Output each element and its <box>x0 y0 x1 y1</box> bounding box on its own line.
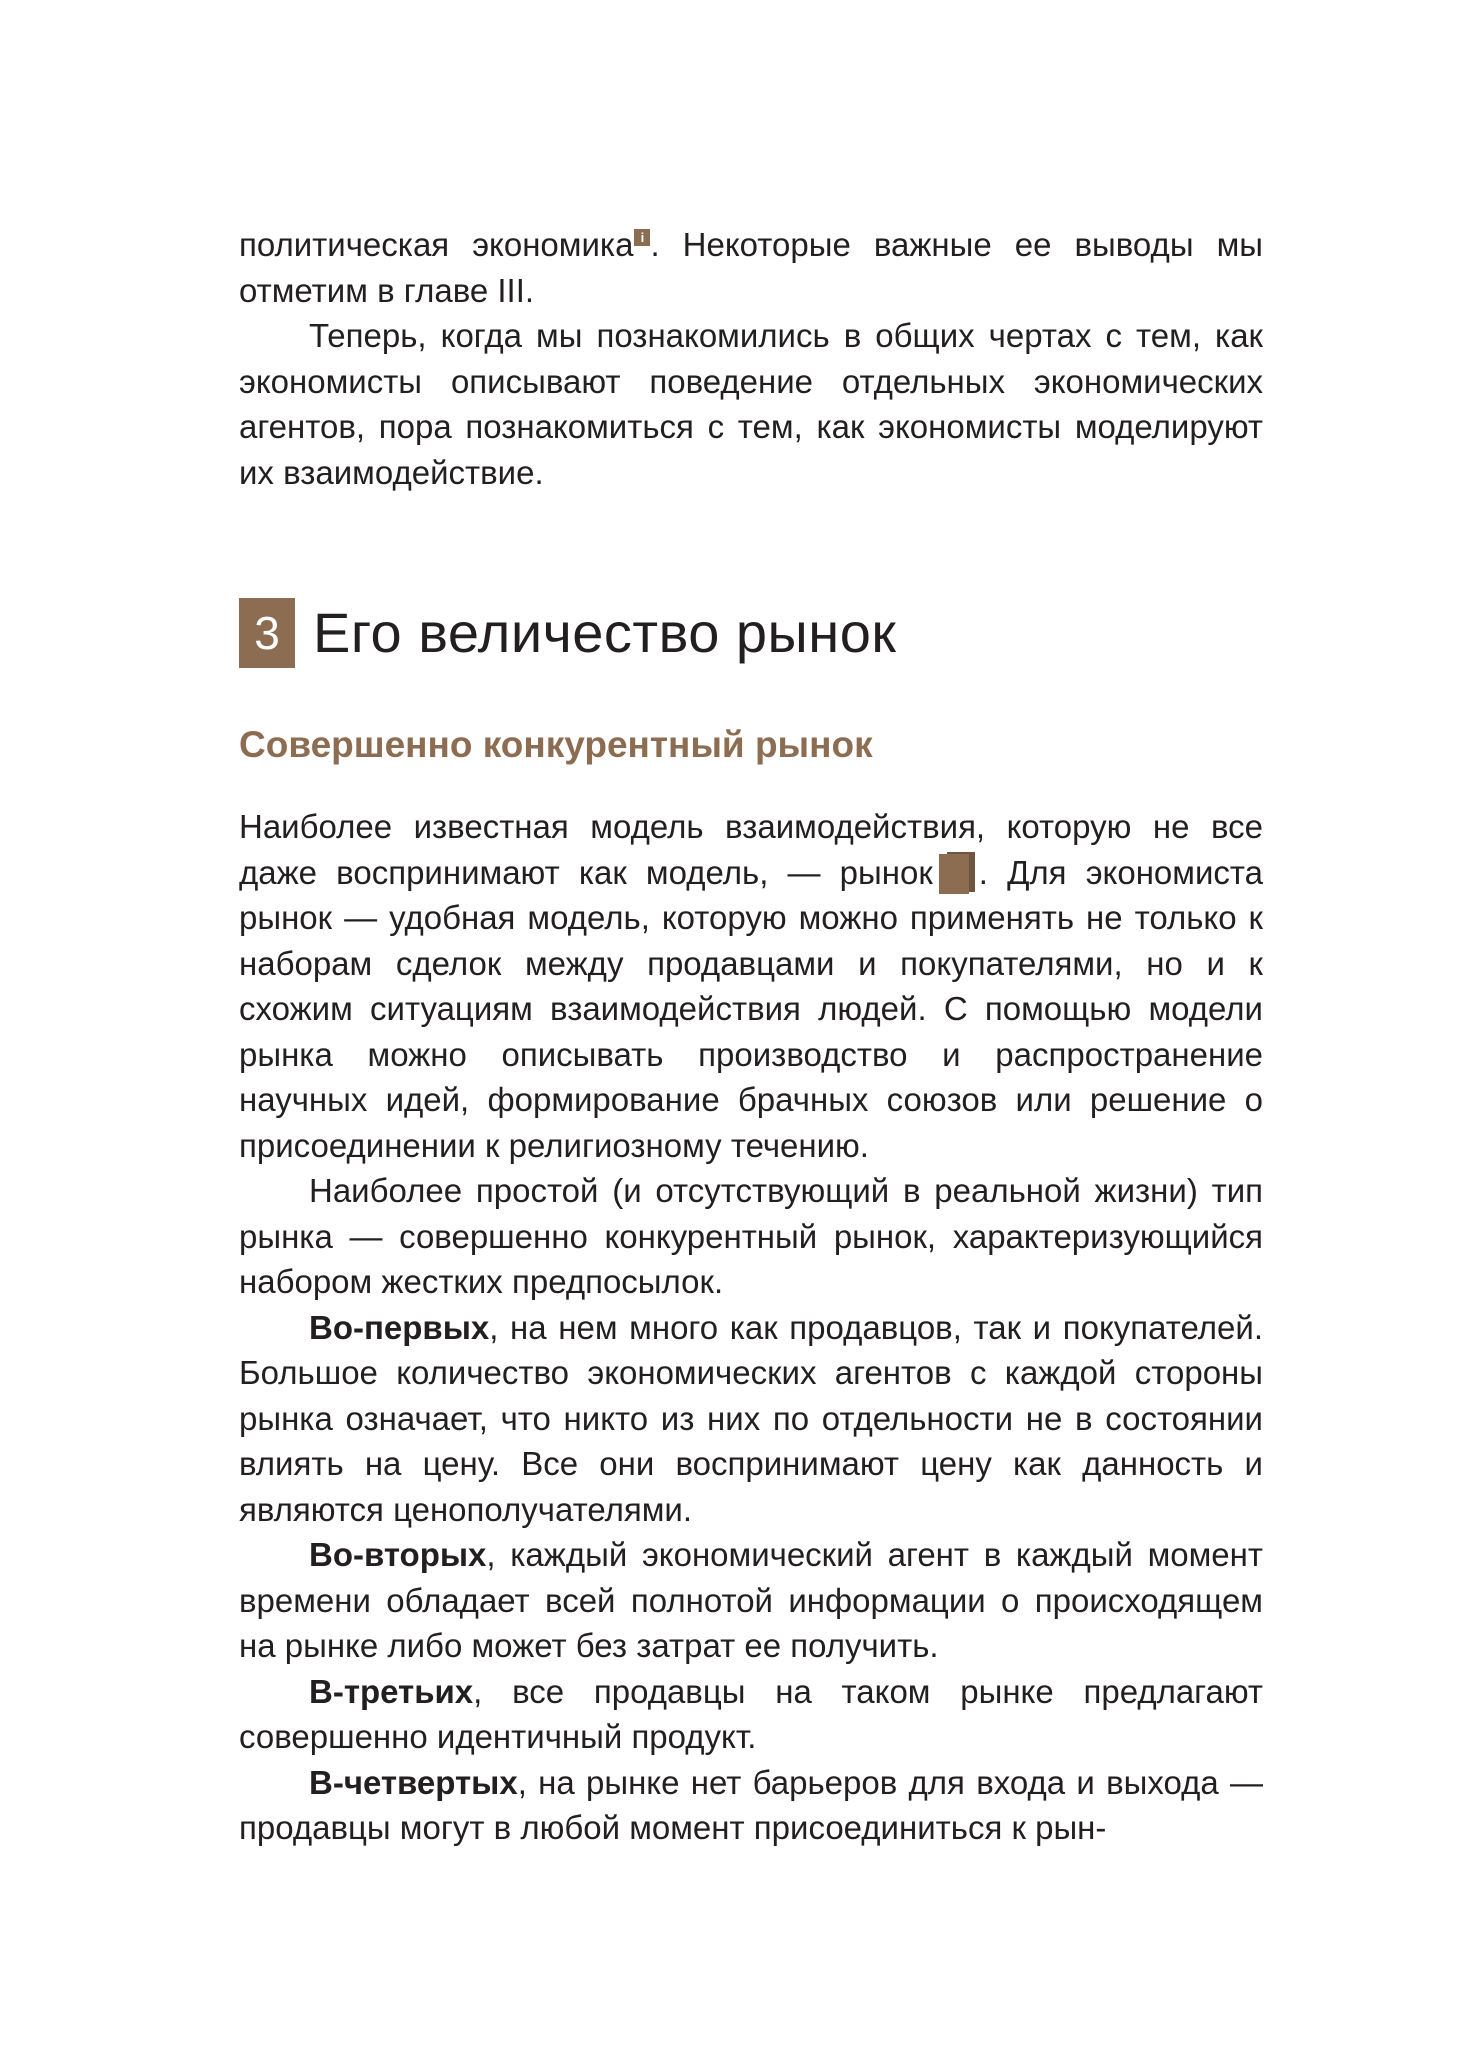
paragraph: Во-первых, на нем много как продавцов, так и покупателей. Большое количество экономических агентов с каждой стороны рынка означает, что никто из них по отдельности не в состоянии влиять на цену. Все они воспринимают цену как данность и являются ценополучателями. <box>239 1308 1263 1528</box>
info-icon[interactable]: i <box>634 229 650 246</box>
chapter-number: 3 <box>239 598 295 668</box>
section-title: Совершенно конкурентный рынок <box>239 724 873 765</box>
paragraph: В-четвертых, на рынке нет барьеров для входа и выхода — продавцы могут в любой момент присоединиться к рын- <box>239 1763 1263 1846</box>
paragraph: политическая экономика i . Некоторые важные ее выводы мы отметим в главе III. <box>239 226 1263 309</box>
main-text-block <box>239 804 1263 1851</box>
paragraph: Теперь, когда мы познакомились в общих чертах с тем, как экономисты описывают поведение отдельных экономических агентов, пора познакомиться с тем, как экономисты моделируют их взаимодействие. <box>239 317 1263 491</box>
chapter-heading <box>239 598 896 668</box>
paragraph: Во-вторых, каждый экономический агент в каждый момент времени обладает всей полнотой информации о происходящем на рынке либо может без затрат ее получить. <box>239 1536 1263 1664</box>
chapter-title: Его величество рынок <box>313 601 897 664</box>
paragraph: Наиболее простой (и отсутствующий в реальной жизни) тип рынка — совершенно конкурентный рынок, характеризующийся набором жестких предпосылок. <box>239 1172 1263 1300</box>
paragraph: Наиболее известная модель взаимодействия, которую не все даже воспринимают как модель, — рынок . Для экономиста рынок — удобная модель, которую можно применять не только к наборам сделок между продавцами и покупателями, но и к схожим ситуациям взаимодействия людей. С помощью модели рынка можно описывать производство и распространение научных идей, формирование брачных союзов или решение о присоединении к религиозному течению. <box>239 808 1263 1164</box>
paragraph: В-третьих, все продавцы на таком рынке предлагают совершенно идентичный продукт. <box>239 1672 1263 1755</box>
top-text-block <box>239 222 1263 495</box>
book-icon[interactable] <box>939 852 977 894</box>
